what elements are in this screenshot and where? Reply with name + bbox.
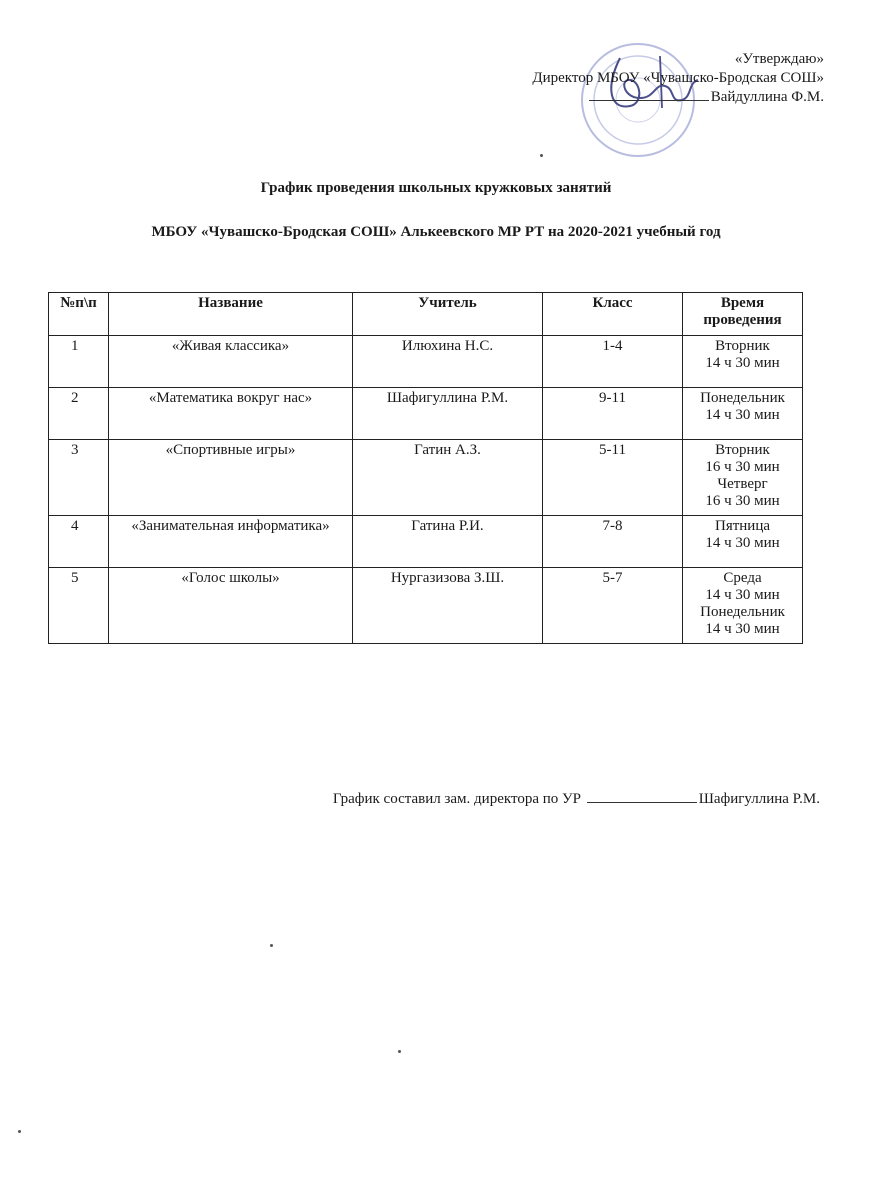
header-grade: Класс	[543, 293, 683, 336]
header-time	[683, 293, 803, 336]
time-day: Вторник	[715, 338, 770, 354]
approval-signatory-name: Вайдуллина Ф.М.	[710, 89, 824, 105]
document-subtitle: МБОУ «Чувашско-Бродская СОШ» Алькеевского МР РТ на 2020-2021 учебный год	[151, 224, 721, 240]
header-num: №п\п	[49, 293, 109, 336]
footer-name: Шафигуллина Р.М.	[698, 791, 820, 807]
table-row	[49, 568, 803, 644]
approval-heading: «Утверждаю»	[734, 51, 824, 67]
time-day: Понедельник	[700, 390, 785, 406]
header-time-line1: Время	[720, 295, 765, 311]
approval-position: Директор МБОУ «Чувашско-Бродская СОШ»	[532, 70, 824, 86]
time-hour: 14 ч 30 мин	[705, 587, 780, 603]
cell-time	[683, 388, 803, 440]
scan-speck	[18, 1130, 21, 1133]
cell-name: «Живая классика»	[109, 336, 353, 388]
scan-speck	[270, 944, 273, 947]
time-hour: 16 ч 30 мин	[705, 493, 780, 509]
cell-num: 3	[49, 440, 109, 516]
cell-num: 5	[49, 568, 109, 644]
footer-prefix: График составил зам. директора по УР	[332, 791, 581, 807]
time-day: Среда	[723, 570, 762, 586]
signature-line	[589, 88, 709, 101]
scan-speck	[540, 154, 543, 157]
schedule-table	[48, 292, 803, 644]
table-row	[49, 336, 803, 388]
document-title: График проведения школьных кружковых занятий	[260, 180, 612, 196]
footer-sign-line	[587, 790, 697, 803]
approval-signatory	[404, 88, 824, 107]
cell-time	[683, 568, 803, 644]
cell-time	[683, 516, 803, 568]
cell-num: 4	[49, 516, 109, 568]
cell-name: «Математика вокруг нас»	[109, 388, 353, 440]
time-day: Пятница	[714, 518, 771, 534]
cell-grade: 5-7	[543, 568, 683, 644]
cell-grade: 9-11	[543, 388, 683, 440]
cell-grade: 7-8	[543, 516, 683, 568]
table-row	[49, 516, 803, 568]
time-day: Четверг	[717, 476, 768, 492]
cell-teacher: Шафигуллина Р.М.	[353, 388, 543, 440]
cell-teacher: Нургазизова З.Ш.	[353, 568, 543, 644]
cell-name: «Спортивные игры»	[109, 440, 353, 516]
time-hour: 14 ч 30 мин	[705, 407, 780, 423]
cell-name: «Занимательная информатика»	[109, 516, 353, 568]
cell-time	[683, 440, 803, 516]
time-day: Вторник	[715, 442, 770, 458]
time-hour: 14 ч 30 мин	[705, 535, 780, 551]
header-time-line2: проведения	[703, 312, 782, 328]
cell-name: «Голос школы»	[109, 568, 353, 644]
time-hour: 14 ч 30 мин	[705, 621, 780, 637]
header-teacher: Учитель	[353, 293, 543, 336]
table-row	[49, 440, 803, 516]
table-header-row	[49, 293, 803, 336]
header-name: Название	[109, 293, 353, 336]
time-day: Понедельник	[700, 604, 785, 620]
cell-grade: 1-4	[543, 336, 683, 388]
cell-teacher: Гатина Р.И.	[353, 516, 543, 568]
cell-time	[683, 336, 803, 388]
table-row	[49, 388, 803, 440]
scan-speck	[398, 1050, 401, 1053]
approval-block	[404, 50, 824, 107]
footer-signature-line	[333, 790, 820, 808]
time-hour: 14 ч 30 мин	[705, 355, 780, 371]
cell-grade: 5-11	[543, 440, 683, 516]
cell-teacher: Гатин А.З.	[353, 440, 543, 516]
cell-num: 2	[49, 388, 109, 440]
time-hour: 16 ч 30 мин	[705, 459, 780, 475]
cell-teacher: Илюхина Н.С.	[353, 336, 543, 388]
cell-num: 1	[49, 336, 109, 388]
